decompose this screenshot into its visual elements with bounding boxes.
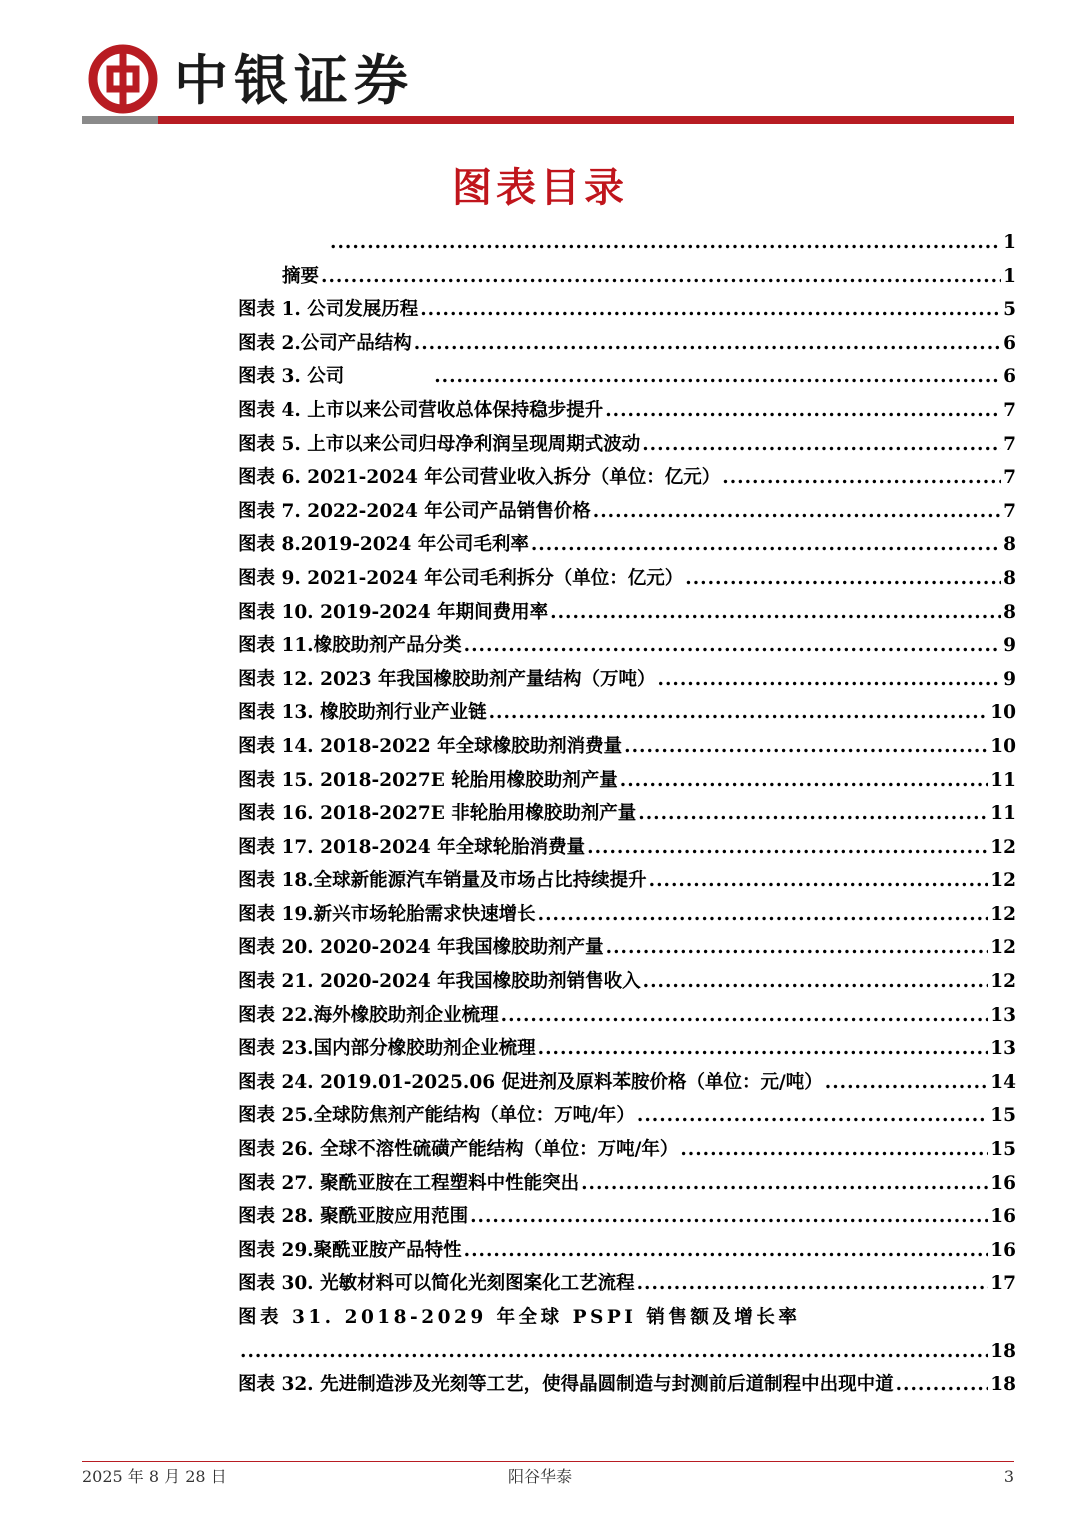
toc-entry[interactable]: [238, 1267, 1016, 1301]
toc-entry-page: 5: [1003, 299, 1016, 321]
toc-entry[interactable]: [238, 1200, 1016, 1234]
toc-entry-page: 1: [1003, 265, 1016, 287]
toc-entry[interactable]: [238, 864, 1016, 898]
toc-entry-label: 图表 28. 聚酰亚胺应用范围: [238, 1206, 469, 1228]
footer-date: 2025 年 8 月 28 日: [82, 1467, 227, 1486]
toc-entry[interactable]: [238, 293, 1016, 327]
toc-entry-label: 摘要: [282, 265, 320, 287]
toc-entry-label: 图表 10. 2019-2024 年期间费用率: [238, 601, 549, 623]
toc-entry-page: 18: [990, 1374, 1016, 1396]
toc-entry[interactable]: [238, 226, 1016, 260]
toc-entry-page: 11: [990, 769, 1016, 791]
toc-entry-page: 10: [990, 735, 1016, 757]
toc-entry-label: 图表 29.聚酰亚胺产品特性: [238, 1239, 462, 1261]
toc-entry[interactable]: [238, 394, 1016, 428]
toc-entry[interactable]: [238, 1066, 1016, 1100]
toc-entry-page: 9: [1003, 668, 1016, 690]
page-number: 3: [1003, 1467, 1014, 1486]
toc-entry-page: 13: [990, 1004, 1016, 1026]
toc-entry-page: 13: [990, 1038, 1016, 1060]
toc-entry-page: 7: [1003, 500, 1016, 522]
toc-entry[interactable]: [238, 562, 1016, 596]
toc-entry-page: 8: [1003, 601, 1016, 623]
table-of-contents: [238, 226, 1016, 1402]
toc-entry-page: 16: [990, 1206, 1016, 1228]
toc-entry-page: 18: [990, 1340, 1016, 1362]
toc-entry[interactable]: [238, 1032, 1016, 1066]
toc-entry[interactable]: [238, 528, 1016, 562]
toc-entry[interactable]: [238, 696, 1016, 730]
toc-entry-label: 图表 13. 橡胶助剂行业产业链: [238, 702, 487, 724]
toc-entry-label: 图表 5. 上市以来公司归母净利润呈现周期式波动: [238, 433, 641, 455]
toc-entry-label: 图表 12. 2023 年我国橡胶助剂产量结构（万吨）: [238, 668, 656, 690]
toc-entry-label: 图表 20. 2020-2024 年我国橡胶助剂产量: [238, 937, 604, 959]
toc-entry[interactable]: [238, 965, 1016, 999]
toc-entry-label: 图表 24. 2019.01-2025.06 促进剂及原料苯胺价格（单位：元/吨）: [238, 1071, 823, 1093]
toc-entry-page: 8: [1003, 534, 1016, 556]
toc-entry-page: 16: [990, 1239, 1016, 1261]
toc-entry[interactable]: [238, 1301, 1016, 1335]
toc-entry-label: 图表 18.全球新能源汽车销量及市场占比持续提升: [238, 870, 647, 892]
toc-entry-label: 图表 22.海外橡胶助剂企业梳理: [238, 1004, 499, 1026]
brand-name: 中银证券: [174, 48, 414, 112]
toc-entry-page: 16: [990, 1172, 1016, 1194]
toc-entry-label: 图表 7. 2022-2024 年公司产品销售价格: [238, 500, 591, 522]
toc-entry-label: 图表 31. 2018-2029 年全球 PSPI 销售额及增长率: [238, 1307, 801, 1328]
toc-entry-label: 图表 8.2019-2024 年公司毛利率: [238, 534, 529, 556]
toc-entry-label: 图表 1. 公司发展历程: [238, 299, 419, 321]
toc-entry[interactable]: [238, 629, 1016, 663]
toc-entry[interactable]: [238, 764, 1016, 798]
header-rule-red: [158, 116, 1014, 124]
toc-entry-page: 12: [990, 870, 1016, 892]
toc-entry-page: 6: [1003, 332, 1016, 354]
toc-entry-label: 图表 26. 全球不溶性硫磺产能结构（单位：万吨/年）: [238, 1139, 679, 1161]
toc-entry-page: 12: [990, 937, 1016, 959]
toc-entry-label: 图表 30. 光敏材料可以简化光刻图案化工艺流程: [238, 1273, 635, 1295]
toc-entry-page: 7: [1003, 399, 1016, 421]
toc-entry-page: 12: [990, 971, 1016, 993]
toc-entry-label: 图表 3. 公司: [238, 366, 345, 388]
toc-entry[interactable]: [238, 1099, 1016, 1133]
toc-entry[interactable]: [238, 1133, 1016, 1167]
toc-entry-page: 8: [1003, 567, 1016, 589]
toc-entry-page: 6: [1003, 366, 1016, 388]
toc-entry-page: 7: [1003, 433, 1016, 455]
toc-entry-label: 图表 11.橡胶助剂产品分类: [238, 635, 462, 657]
toc-entry[interactable]: [238, 663, 1016, 697]
toc-entry-page: 9: [1003, 635, 1016, 657]
toc-entry-label: 图表 21. 2020-2024 年我国橡胶助剂销售收入: [238, 971, 641, 993]
toc-entry-page: 11: [990, 803, 1016, 825]
toc-entry[interactable]: [238, 931, 1016, 965]
toc-entry-label: 图表 23.国内部分橡胶助剂企业梳理: [238, 1038, 536, 1060]
toc-entry-page: 10: [990, 702, 1016, 724]
toc-entry[interactable]: [238, 360, 1016, 394]
header-rule-gray: [82, 116, 158, 124]
toc-entry[interactable]: [238, 495, 1016, 529]
toc-entry-label: 图表 2.公司产品结构: [238, 332, 412, 354]
toc-entry[interactable]: [238, 596, 1016, 630]
toc-entry-continuation[interactable]: [238, 1335, 1016, 1369]
toc-entry[interactable]: [238, 730, 1016, 764]
toc-entry[interactable]: [238, 797, 1016, 831]
toc-entry-label: 图表 25.全球防焦剂产能结构（单位：万吨/年）: [238, 1105, 635, 1127]
toc-entry-label: 图表 27. 聚酰亚胺在工程塑料中性能突出: [238, 1172, 580, 1194]
footer-rule: [82, 1461, 1014, 1462]
toc-entry-page: 7: [1003, 467, 1016, 489]
toc-entry-page: 15: [990, 1105, 1016, 1127]
toc-entry[interactable]: [238, 1234, 1016, 1268]
toc-entry-page: 1: [1003, 232, 1016, 253]
bank-of-china-logo-icon: [88, 44, 158, 114]
toc-entry-label: 图表 16. 2018-2027E 非轮胎用橡胶助剂产量: [238, 803, 637, 825]
toc-entry-label: 图表 17. 2018-2024 年全球轮胎消费量: [238, 836, 586, 858]
toc-entry-label: 图表 4. 上市以来公司营收总体保持稳步提升: [238, 399, 604, 421]
toc-entry-label: 图表 14. 2018-2022 年全球橡胶助剂消费量: [238, 735, 623, 757]
toc-entry[interactable]: [238, 327, 1016, 361]
toc-entry[interactable]: [238, 898, 1016, 932]
toc-entry-label: 图表 32. 先进制造涉及光刻等工艺，使得晶圆制造与封测前后道制程中出现中道: [238, 1374, 894, 1396]
toc-entry[interactable]: [238, 1167, 1016, 1201]
toc-entry-label: 图表 9. 2021-2024 年公司毛利拆分（单位：亿元）: [238, 567, 684, 589]
page-title: 图表目录: [452, 164, 628, 211]
toc-entry[interactable]: [238, 999, 1016, 1033]
toc-entry[interactable]: [238, 428, 1016, 462]
toc-entry[interactable]: [238, 1368, 1016, 1402]
toc-entry[interactable]: [238, 831, 1016, 865]
toc-entry-page: 15: [990, 1139, 1016, 1161]
toc-entry-page: 14: [990, 1071, 1016, 1093]
toc-entry-page: 12: [990, 903, 1016, 925]
toc-entry[interactable]: [238, 461, 1016, 495]
toc-entry[interactable]: [238, 260, 1016, 294]
toc-entry-label: 图表 15. 2018-2027E 轮胎用橡胶助剂产量: [238, 769, 618, 791]
toc-entry-page: 12: [990, 836, 1016, 858]
toc-entry-label: 图表 6. 2021-2024 年公司营业收入拆分（单位：亿元）: [238, 467, 721, 489]
toc-entry-page: 17: [990, 1273, 1016, 1295]
toc-entry-label: 图表 19.新兴市场轮胎需求快速增长: [238, 903, 536, 925]
footer-company: 阳谷华泰: [507, 1467, 572, 1486]
header: [82, 40, 1014, 120]
